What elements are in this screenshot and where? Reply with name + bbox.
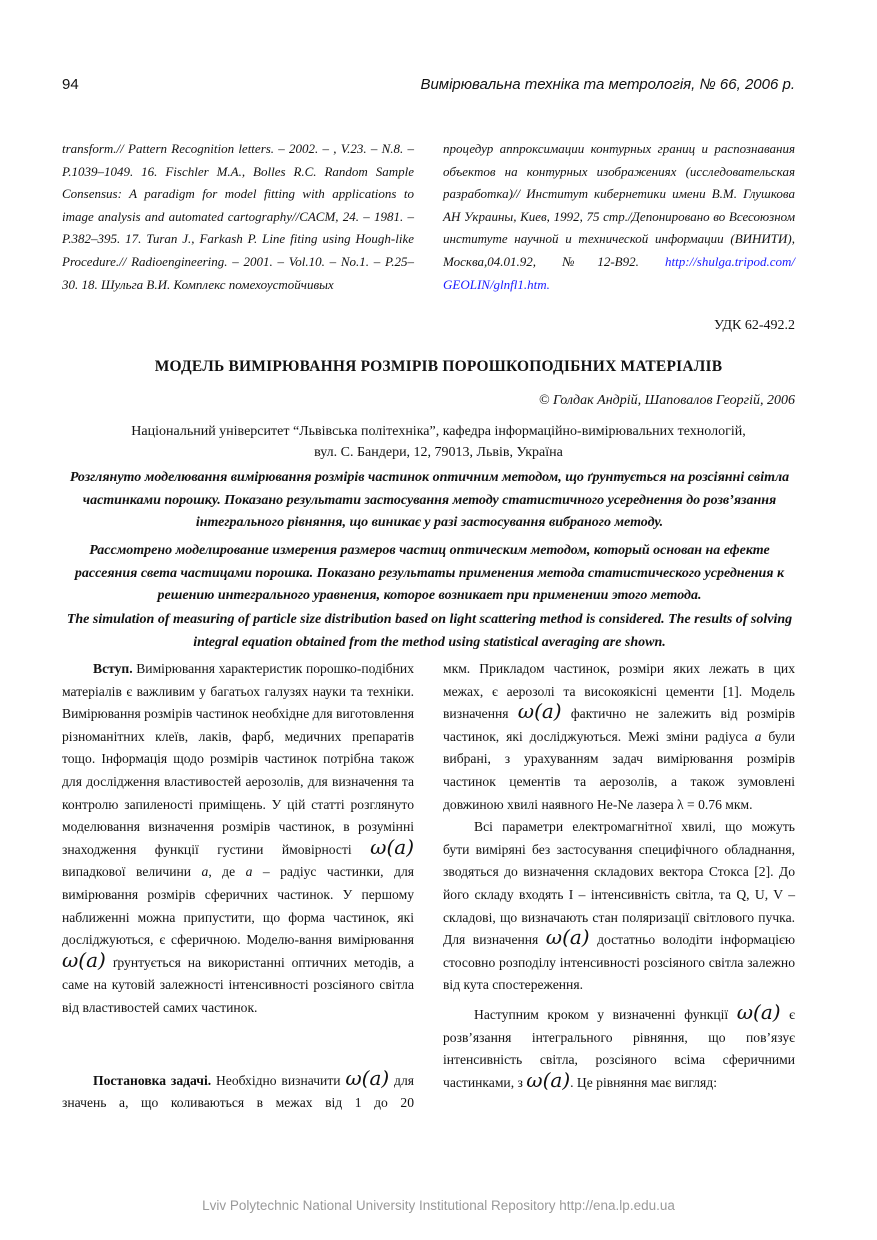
- paragraph-text: , де: [208, 864, 246, 880]
- abstract-ukrainian: Розглянуто моделювання вимірювання розмірів частинок оптичним методом, що ґрунтується на розсіянні світла частинками порошку. Показано результати застосування методу статистичного усереднення до розв’язання інтегрального рівняння, що виникає у разі застосування вибраного методу.: [69, 470, 790, 530]
- section-heading: Постановка задачі.: [93, 1072, 212, 1088]
- body-paragraph: [443, 999, 795, 1094]
- article-title: МОДЕЛЬ ВИМІРЮВАННЯ РОЗМІРІВ ПОРОШКОПОДІБНИХ МАТЕРІАЛІВ: [154, 358, 723, 375]
- affiliation-line: Національний університет “Львівська політехніка”, кафедра інформаційно-вимірювальних технологій,: [131, 424, 746, 439]
- paragraph-text: – радіус частинки, для вимірювання розмірів сферичних частинок. У першому наближенні можна припустити, що форма частинок, які досліджуються, є сферичною. Моделю-вання вимірювання: [62, 864, 414, 948]
- paragraph-text: фактично не залежить від розмірів частинок, які досліджуються. Межі зміни радіуса: [443, 706, 795, 744]
- paragraph-text: a: [754, 728, 762, 744]
- references-left: transform.// Pattern Recognition letters. – 2002. – , V.23. – N.8. – P.1039–1049. 16. Fischler M.A., Bolles R.C. Random Sample Consensus: A paradigm for model fitting with applications to image analysis and automated cartography//CACM, 24. – 1981. – P.382–395. 17. Turan J., Farkash P. Line fiting using Hough-like Procedure.// Radioengineering. – 2001. – Vol.10. – No.1. – P.25–30. 18. Шульга В.И. Комплекс помехоустойчивых: [62, 141, 414, 292]
- paragraph-text: випадкової величини: [62, 864, 202, 880]
- paragraph-text: були вибрані, з урахуванням задач вимірювання розмірів частинок цементів та аерозолів, а також зумовлені довжиною хвилі наявного He-Ne лазера λ = 0.76 мкм.: [443, 728, 795, 812]
- authors: © Голдак Андрій, Шаповалов Георгій, 2006: [538, 393, 795, 408]
- formula-omega-a: ω(a): [345, 1065, 390, 1090]
- body-paragraph: [443, 658, 795, 816]
- body-column-left: [62, 658, 414, 1115]
- paragraph-text: a: [245, 864, 253, 880]
- formula-omega-a: ω(a): [370, 834, 414, 859]
- repository-footer: Lviv Polytechnic National University Institutional Repository http://ena.lp.edu.ua: [202, 1198, 675, 1213]
- paragraph-text: для значень а, що коливаються в межах від 1 до 20: [62, 1072, 414, 1111]
- paragraph-text: Необхідно визначити: [211, 1072, 346, 1088]
- abstract-english: The simulation of measuring of particle size distribution based on light scattering method is considered. The results of solving integral equation obtained from the method using statistical averaging are shown.: [66, 612, 793, 650]
- paragraph-text: Всі параметри електромагнітної хвилі, що можуть бути виміряні без застосування специфічного обладнання, зводяться до визначення складових вектора Стокса [2]. До його складу входять I – інтенсивність світла, та Q, U, V – складові, що визначають стан поляризації світлового пучка. Для визначення: [443, 819, 795, 948]
- reference-link[interactable]: http://shulga.tripod.com/ GEOLIN/glnfl1.htm.: [443, 253, 795, 292]
- formula-omega-a: ω(a): [545, 925, 590, 950]
- formula-omega-a: ω(a): [517, 699, 562, 724]
- paragraph-text: ґрунтується на використанні оптичних методів, а саме на кутовій залежності інтенсивності розсіяного світла від властивостей самих частинок.: [62, 954, 414, 1015]
- body-column-right: [443, 658, 795, 1094]
- page-number: 94: [62, 76, 79, 93]
- body-paragraph: [62, 1065, 414, 1115]
- formula-omega-a: ω(a): [526, 1067, 571, 1092]
- journal-header: Вимірювальна техніка та метрологія, № 66, 2006 р.: [420, 76, 795, 93]
- formula-omega-a: ω(a): [736, 999, 781, 1024]
- reference-text: процедур аппроксимации контурных границ и распознавания объектов на контурных изображениях (исследовательская разработка)// Институт кибернетики имени В.М. Глушкова АН Украины, Киев, 1992, 75 стр./Депонировано во Всесоюзном институте научной и технической информации (ВИНИТИ), Москва,04.01.92, №12-В92.: [443, 141, 795, 269]
- paragraph-text: . Це рівняння має вигляд:: [570, 1074, 717, 1090]
- formula-omega-a: ω(a): [62, 947, 106, 972]
- abstract-russian: Рассмотрено моделирование измерения размеров частиц оптическим методом, который основан на ефекте рассеяния света частицами порошка. Показано результаты применения метода статистического усреднения к решению интегрального уравнения, которое возникает при применении этого метода.: [74, 543, 785, 603]
- paragraph-text: є розв’язання інтегрального рівняння, що пов’язує інтенсивність світла, розсіяного всіма сферичними частинками, з: [443, 1006, 795, 1090]
- udk-code: УДК 62-492.2: [713, 318, 795, 333]
- body-paragraph: [62, 658, 414, 1020]
- paragraph-text: Наступним кроком у визначенні функції: [474, 1006, 737, 1022]
- affiliation: [100, 421, 777, 463]
- paragraph-text: мкм. Прикладом частинок, розміри яких лежать в цих межах, є аерозолі та високоякісні цементи [1]. Модель визначення: [443, 661, 795, 722]
- paragraph-text: Вимірювання характеристик порошко-подібних матеріалів є важливим у багатьох галузях науки та техніки. Вимірювання розмірів частинок необхідне для виготовлення різноманітних клеїв, лаків, фарб, медичних препаратів тощо. Інформація щодо розмірів частинок потрібна також для дослідження властивостей аерозолів, для визначення та контролю запиленості приміщень. У цій статті розглянуто моделювання визначення розмірів частинок, в розумінні знаходження функції густини ймовірності: [62, 661, 414, 857]
- affiliation-address: вул. С. Бандери, 12, 79013, Львів, Україна: [314, 445, 563, 460]
- section-heading: Вступ.: [93, 661, 133, 676]
- references-right: [443, 138, 795, 296]
- paragraph-text: достатньо володіти інформацією стосовно розподілу інтенсивності розсіяного світла залежно від кута спостереження.: [443, 932, 795, 993]
- paragraph-text: a: [201, 864, 209, 880]
- body-paragraph: [443, 816, 795, 997]
